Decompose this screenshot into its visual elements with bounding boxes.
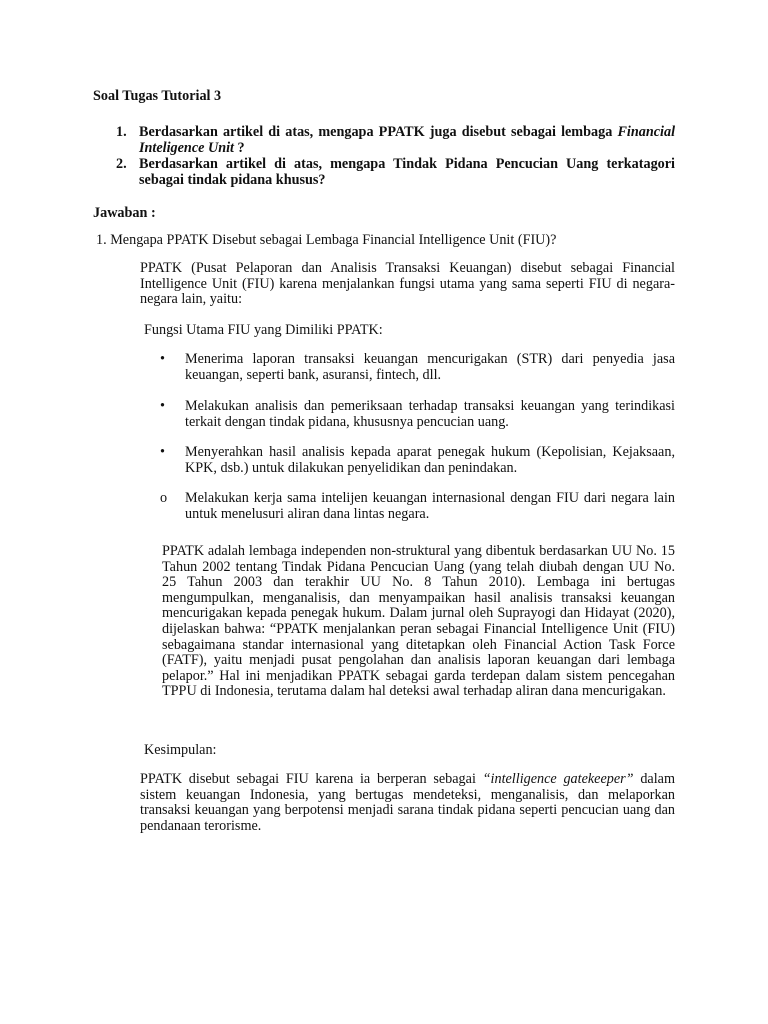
conclusion-text-start: PPATK disebut sebagai FIU karena ia berperan sebagai [140, 771, 483, 787]
question-1-italic-term: Financial Inteligence Unit [139, 124, 676, 156]
function-item-1: Menerima laporan transaksi keuangan mencurigakan (STR) dari penyedia jasa keuangan, seperti bank, asuransi, fintech, dll. [185, 351, 675, 383]
conclusion-paragraph [140, 772, 675, 834]
function-item-4: Melakukan kerja sama intelijen keuangan internasional dengan FIU dari negara lain untuk menelusuri aliran dana lintas negara. [185, 490, 675, 522]
bullet-marker: • [160, 444, 165, 460]
circle-marker: o [160, 490, 168, 506]
question-1-suffix: ? [233, 139, 245, 156]
question-1 [139, 125, 675, 156]
bullet-marker: • [160, 398, 165, 414]
functions-heading: Fungsi Utama FIU yang Dimiliki PPATK: [144, 322, 383, 338]
bullet-marker: • [160, 351, 165, 367]
answer-label: Jawaban : [93, 205, 156, 221]
main-paragraph: PPATK adalah lembaga independen non-struktural yang dibentuk berdasarkan UU No. 15 Tahun 2002 tentang Tindak Pidana Pencucian Uang (yang telah diubah dengan UU No. 25 Tahun 2003 dan terakhir UU No. 8 Tahun 2010). Lembaga ini bertugas mengumpulkan, menganalisis, dan menyampaikan hasil analisis transaksi keuangan mencurigakan kepada penegak hukum. Dalam jurnal oleh Suprayogi dan Hidayat (2020), dijelaskan bahwa: “PPATK menjalankan peran sebagai Financial Intelligence Unit (FIU) sebagaimana standar internasional yang ditetapkan oleh Financial Action Task Force (FATF), yaitu menjadi pusat pengolahan dan analisis laporan keuangan dari lembaga pelapor.” Hal ini menjadikan PPATK sebagai garda terdepan dalam sistem pencegahan TPPU di Indonesia, terutama dalam hal deteksi awal terhadap aliran dana mencurigakan. [162, 543, 675, 700]
function-item-3: Menyerahkan hasil analisis kepada aparat penegak hukum (Kepolisian, Kejaksaan, KPK, dsb.) untuk dilakukan penyelidikan dan penindakan. [185, 444, 675, 476]
conclusion-italic-term: “intelligence gatekeeper” [482, 771, 634, 787]
function-item-2: Melakukan analisis dan pemeriksaan terhadap transaksi keuangan yang terindikasi terkait dengan tindak pidana, khususnya pencucian uang. [185, 398, 675, 430]
answer-1-heading: 1. Mengapa PPATK Disebut sebagai Lembaga Financial Intelligence Unit (FIU)? [96, 232, 557, 248]
question-1-number: 1. [116, 124, 127, 140]
conclusion-text-end: dalam sistem keuangan Indonesia, yang bertugas mendeteksi, menganalisis, dan melaporkan transaksi keuangan yang berpotensi menjadi sarana tindak pidana seperti pencucian uang dan pendanaan terorisme. [140, 771, 675, 834]
question-1-text: Berdasarkan artikel di atas, mengapa PPATK juga disebut sebagai lembaga [139, 124, 613, 140]
answer-1-intro: PPATK (Pusat Pelaporan dan Analisis Transaksi Keuangan) disebut sebagai Financial Intelligence Unit (FIU) karena menjalankan fungsi utama yang sama seperti FIU di negara-negara lain, yaitu: [140, 260, 675, 308]
page-title: Soal Tugas Tutorial 3 [93, 88, 222, 104]
conclusion-label: Kesimpulan: [144, 742, 217, 758]
question-2-number: 2. [116, 156, 127, 172]
question-2: Berdasarkan artikel di atas, mengapa Tindak Pidana Pencucian Uang terkatagori sebagai tindak pidana khusus? [139, 156, 675, 188]
